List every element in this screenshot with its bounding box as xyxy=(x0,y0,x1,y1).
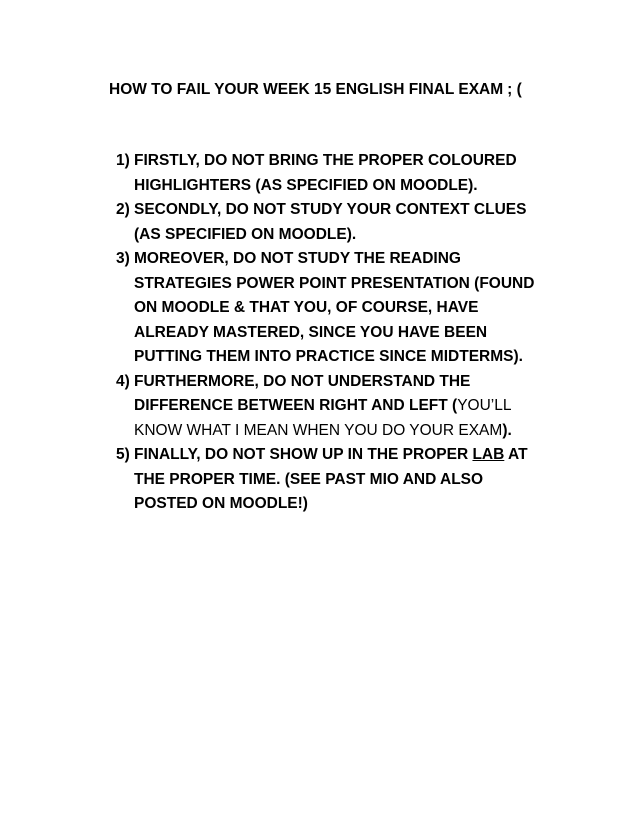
list-item-5 xyxy=(116,443,546,517)
list-item-number: 1) xyxy=(116,152,130,169)
underlined-word: LAB xyxy=(472,446,505,463)
list-item-line: ON MOODLE & THAT YOU, OF COURSE, HAVE xyxy=(134,299,479,316)
list-item-text xyxy=(134,149,546,198)
title-text: HOW TO FAIL YOUR WEEK 15 ENGLISH FINAL EXAM xyxy=(109,81,504,98)
line-bold-segment: DIFFERENCE BETWEEN RIGHT AND LEFT ( xyxy=(134,397,458,414)
line-regular-segment: YOU’LL xyxy=(457,397,512,414)
list-item-line: ALREADY MASTERED, SINCE YOU HAVE BEEN xyxy=(134,323,488,341)
line-regular-segment: KNOW WHAT I MEAN WHEN YOU DO YOUR EXAM xyxy=(134,421,503,439)
list-item-line: THE PROPER TIME. (SEE PAST MIO AND ALSO xyxy=(134,470,484,488)
list-item-4 xyxy=(116,370,546,444)
list-item-number: 3) xyxy=(116,250,130,267)
list-item-line: FURTHERMORE, DO NOT UNDERSTAND THE xyxy=(134,372,471,390)
list-item-line xyxy=(134,443,546,468)
list-item-text xyxy=(134,247,546,370)
line-bold-segment: FINALLY, DO NOT SHOW UP IN THE PROPER xyxy=(134,446,473,463)
list-item-line: SECONDLY, DO NOT STUDY YOUR CONTEXT CLUES xyxy=(134,201,527,218)
title-emoticon: ; ( xyxy=(507,81,522,98)
list-item-line: FIRSTLY, DO NOT BRING THE PROPER COLOURED xyxy=(134,152,517,169)
list-item-3 xyxy=(116,247,546,370)
list-item-number: 2) xyxy=(116,201,130,218)
list-item-line: POSTED ON MOODLE!) xyxy=(134,495,308,512)
list-item-line: PUTTING THEM INTO PRACTICE SINCE MIDTERMS). xyxy=(134,348,523,365)
line-bold-segment: ). xyxy=(502,421,512,439)
instruction-list xyxy=(116,149,546,517)
list-item-number: 5) xyxy=(116,446,130,463)
list-item-text xyxy=(134,198,546,247)
list-item-line: STRATEGIES POWER POINT PRESENTATION (FOUND xyxy=(134,274,535,292)
list-item-line xyxy=(134,394,546,419)
list-item-text xyxy=(134,370,546,444)
document-title xyxy=(109,80,522,100)
line-bold-segment: AT xyxy=(504,446,528,463)
list-item-2 xyxy=(116,198,546,247)
list-item-line: HIGHLIGHTERS (AS SPECIFIED ON MOODLE). xyxy=(134,176,478,194)
list-item-text xyxy=(134,443,546,517)
list-item-1 xyxy=(116,149,546,198)
list-item-number: 4) xyxy=(116,372,130,390)
list-item-line: MOREOVER, DO NOT STUDY THE READING xyxy=(134,250,461,267)
list-item-line: (AS SPECIFIED ON MOODLE). xyxy=(134,225,357,243)
list-item-line xyxy=(134,419,546,444)
